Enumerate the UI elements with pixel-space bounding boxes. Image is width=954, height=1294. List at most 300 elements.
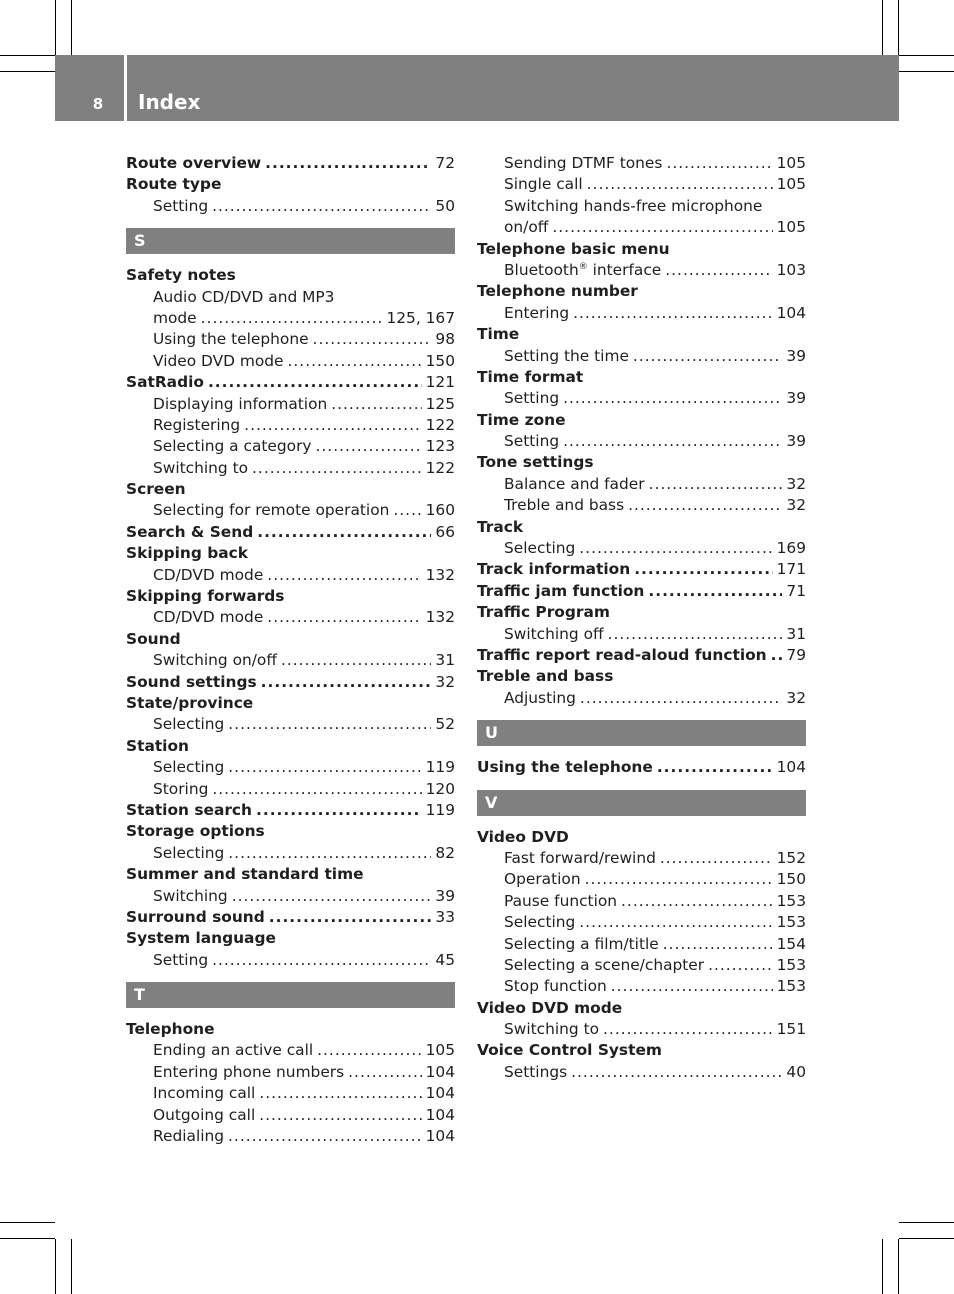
entry-term	[126, 672, 257, 693]
entry-term	[153, 500, 389, 521]
dot-leader	[256, 800, 422, 821]
entry-term-text: Stop function	[504, 977, 607, 996]
entry-term-text: Traffic Program	[477, 603, 610, 622]
entry-term-text: Selecting a scene/chapter	[504, 955, 705, 974]
entry-term-text: Fast forward/rewind	[504, 848, 656, 867]
entry-term	[504, 196, 762, 217]
dot-leader	[649, 474, 782, 495]
entry-term	[504, 934, 659, 955]
dot-leader	[552, 217, 772, 238]
page-reference: 82	[435, 843, 455, 862]
entry-term-text: Setting	[504, 389, 560, 408]
index-entry	[477, 1040, 806, 1061]
entry-term-text: Switching to	[153, 458, 249, 477]
dot-leader	[228, 714, 431, 735]
dot-leader	[267, 565, 421, 586]
index-letter-heading: V	[477, 790, 806, 816]
entry-term-text: Operation	[504, 870, 581, 889]
index-entry	[477, 410, 806, 431]
index-subentry	[477, 1019, 806, 1040]
entry-term-text: Route type	[126, 175, 222, 194]
entry-term	[153, 779, 208, 800]
page-reference: 39	[786, 389, 806, 408]
entry-term	[153, 196, 208, 217]
index-subentry	[126, 650, 455, 671]
entry-term-text: Tone settings	[477, 453, 594, 472]
page-reference: 153	[776, 891, 806, 910]
crop-mark	[0, 55, 55, 56]
entry-term-text: SatRadio	[126, 373, 204, 392]
page-reference: 151	[776, 1020, 806, 1039]
entry-term-text: Switching	[153, 886, 228, 905]
page-reference: 104	[776, 303, 806, 322]
entry-term-text: System language	[126, 929, 276, 948]
entry-term	[504, 848, 656, 869]
entry-term	[153, 650, 277, 671]
dot-leader	[348, 1062, 421, 1083]
entry-term	[126, 479, 186, 500]
index-entry	[477, 645, 806, 666]
entry-term-rest: interface	[587, 260, 662, 279]
dot-leader	[212, 950, 431, 971]
entry-term	[504, 346, 629, 367]
page-reference: 153	[776, 977, 806, 996]
index-entry	[477, 581, 806, 602]
entry-term	[153, 458, 248, 479]
dot-leader	[228, 843, 431, 864]
page-reference: 72	[435, 154, 455, 172]
entry-term	[504, 1019, 599, 1040]
entry-term-text: Traffic jam function	[477, 581, 645, 600]
entry-term-text: Audio CD/DVD and MP3	[153, 287, 335, 306]
dot-leader	[648, 581, 782, 602]
index-subentry	[477, 174, 806, 195]
page-reference: 123	[425, 437, 455, 456]
entry-term	[126, 372, 204, 393]
entry-term-text: Skipping forwards	[126, 587, 285, 606]
dot-leader	[331, 394, 421, 415]
entry-term-text: Single call	[504, 175, 583, 194]
dot-leader	[621, 891, 773, 912]
crop-mark	[71, 1239, 72, 1294]
entry-term-text: Search & Send	[126, 522, 254, 541]
page-reference: 125	[425, 394, 455, 413]
page-reference: 105	[776, 154, 806, 172]
crop-mark	[71, 0, 72, 55]
index-subentry	[126, 565, 455, 586]
entry-term-text: Time format	[477, 367, 584, 386]
index-subentry	[477, 474, 806, 495]
entry-term	[477, 517, 523, 538]
index-subentry	[477, 495, 806, 516]
index-entry	[477, 452, 806, 473]
entry-term-text: Selecting	[153, 715, 225, 734]
entry-term	[504, 538, 575, 559]
entry-term-text: Using the telephone	[153, 330, 309, 349]
index-subentry	[126, 329, 455, 350]
entry-term-text: Storing	[153, 779, 209, 798]
index-entry	[126, 629, 455, 650]
entry-term	[504, 174, 583, 195]
entry-term-text: Redialing	[153, 1127, 225, 1146]
entry-term	[153, 565, 263, 586]
entry-term-text: Traffic report read-aloud function	[477, 645, 767, 664]
crop-mark	[0, 1222, 55, 1223]
entry-term-text: Selecting	[153, 758, 225, 777]
dot-leader	[257, 522, 431, 543]
index-entry	[126, 543, 455, 564]
index-subentry	[477, 848, 806, 869]
entry-term-text: Storage options	[126, 822, 265, 841]
entry-term	[153, 329, 309, 350]
entry-term-text: Setting	[504, 432, 560, 451]
index-subentry	[126, 1105, 455, 1126]
entry-term-text: Switching on/off	[153, 651, 277, 670]
entry-term	[153, 950, 208, 971]
page-reference: 31	[435, 651, 455, 670]
crop-mark	[899, 55, 954, 56]
index-entry	[477, 281, 806, 302]
crop-mark	[882, 0, 883, 55]
index-entry	[126, 265, 455, 286]
page-reference: 32	[786, 474, 806, 493]
entry-term-text: mode	[153, 308, 197, 327]
index-subentry	[477, 260, 806, 281]
index-entry	[126, 693, 455, 714]
index-subentry	[477, 538, 806, 559]
index-subentry	[477, 196, 806, 217]
dot-leader	[666, 153, 772, 174]
entry-term	[153, 843, 224, 864]
entry-term-text: Surround sound	[126, 907, 265, 926]
index-subentry	[126, 308, 455, 329]
page-reference: 132	[425, 565, 455, 584]
index-subentry	[126, 843, 455, 864]
index-entry	[477, 517, 806, 538]
dot-leader	[393, 500, 421, 521]
entry-term-text: Station	[126, 736, 189, 755]
index-subentry	[126, 287, 455, 308]
dot-leader	[580, 688, 782, 709]
crop-mark	[899, 1222, 954, 1223]
entry-term	[126, 629, 181, 650]
page-reference: 105	[425, 1041, 455, 1060]
entry-term	[153, 308, 197, 329]
entry-term	[126, 543, 248, 564]
page-reference: 103	[776, 260, 806, 279]
entry-term	[477, 1040, 662, 1061]
crop-mark	[898, 0, 899, 55]
page-reference: 32	[786, 688, 806, 707]
registered-mark: ®	[578, 261, 588, 272]
entry-term	[153, 1126, 224, 1147]
index-subentry	[126, 1083, 455, 1104]
dot-leader	[579, 912, 772, 933]
entry-term	[153, 1083, 255, 1104]
index-letter-heading: U	[477, 720, 806, 746]
dot-leader	[563, 431, 782, 452]
entry-term	[477, 367, 583, 388]
index-subentry	[126, 950, 455, 971]
page-reference: 45	[435, 950, 455, 969]
page-reference: 105	[776, 218, 806, 237]
entry-term-text: Using the telephone	[477, 758, 653, 777]
crop-mark	[898, 1239, 899, 1294]
entry-term-text: Summer and standard time	[126, 865, 364, 884]
entry-term-text: Setting	[153, 950, 209, 969]
page-reference: 39	[435, 886, 455, 905]
entry-term	[477, 239, 670, 260]
dot-leader	[579, 538, 772, 559]
entry-term	[153, 394, 327, 415]
entry-term-text: Ending an active call	[153, 1041, 314, 1060]
dot-leader	[628, 495, 782, 516]
index-subentry	[477, 217, 806, 238]
entry-term-text: Selecting	[504, 539, 576, 558]
index-entry	[477, 602, 806, 623]
dot-leader	[587, 174, 773, 195]
entry-term-text: Pause function	[504, 891, 618, 910]
entry-term	[153, 351, 284, 372]
entry-term	[477, 581, 644, 602]
index-subentry	[126, 779, 455, 800]
index-entry	[477, 367, 806, 388]
entry-term-text: Telephone	[126, 1020, 215, 1039]
entry-term	[126, 821, 265, 842]
entry-term	[477, 666, 613, 687]
index-subentry	[126, 714, 455, 735]
index-subentry	[126, 196, 455, 217]
dot-leader	[660, 848, 773, 869]
page-reference: 153	[776, 955, 806, 974]
dot-leader	[201, 308, 383, 329]
entry-term-text: State/province	[126, 693, 254, 712]
page-reference: 40	[786, 1062, 806, 1081]
entry-term	[504, 474, 645, 495]
page-reference: 125, 167	[386, 308, 455, 327]
dot-leader	[708, 955, 773, 976]
index-entry	[126, 372, 455, 393]
index-entry	[126, 907, 455, 928]
entry-term	[477, 827, 569, 848]
dot-leader	[212, 196, 431, 217]
crop-mark	[899, 71, 954, 72]
entry-term	[504, 153, 662, 174]
entry-term-text: Telephone basic menu	[477, 239, 670, 258]
index-entry	[477, 757, 806, 778]
entry-term	[504, 217, 548, 238]
index-column-left	[126, 153, 455, 1147]
index-entry	[126, 522, 455, 543]
entry-term-text: Time zone	[477, 410, 566, 429]
page-reference: 32	[435, 672, 455, 691]
index-subentry	[477, 624, 806, 645]
entry-term	[477, 645, 767, 666]
entry-term-text: Selecting	[504, 913, 576, 932]
index-entry	[126, 800, 455, 821]
crop-mark	[0, 1238, 55, 1239]
index-subentry	[126, 607, 455, 628]
index-subentry	[126, 458, 455, 479]
index-subentry	[477, 955, 806, 976]
index-entry	[126, 174, 455, 195]
page-reference: 119	[425, 800, 455, 819]
dot-leader	[212, 779, 421, 800]
entry-term	[477, 324, 519, 345]
entry-term-text: Sound settings	[126, 672, 257, 691]
entry-term-text: Treble and bass	[504, 496, 625, 515]
entry-term	[153, 1062, 344, 1083]
page-reference: 104	[425, 1127, 455, 1146]
entry-term-text: on/off	[504, 218, 549, 237]
index-subentry	[477, 388, 806, 409]
index-subentry	[126, 1126, 455, 1147]
page-reference: 98	[435, 330, 455, 349]
index-subentry	[477, 869, 806, 890]
entry-term	[477, 998, 622, 1019]
page-reference: 39	[786, 346, 806, 365]
entry-term-text: Sending DTMF tones	[504, 154, 663, 172]
dot-leader	[571, 1062, 782, 1083]
entry-term-text: Route overview	[126, 154, 262, 172]
page-reference: 132	[425, 608, 455, 627]
index-subentry	[126, 1040, 455, 1061]
entry-term	[477, 410, 566, 431]
entry-term-text: Time	[477, 325, 520, 344]
dot-leader	[261, 672, 431, 693]
entry-term-text: Bluetooth	[504, 260, 579, 279]
entry-term-text: Video DVD mode	[153, 351, 284, 370]
entry-term-text: Sound	[126, 629, 181, 648]
entry-term	[504, 260, 661, 281]
page-reference: 52	[435, 715, 455, 734]
entry-term	[153, 1105, 255, 1126]
dot-leader	[573, 303, 772, 324]
page-reference: 169	[776, 539, 806, 558]
page-reference: 122	[425, 415, 455, 434]
page-reference: 119	[425, 758, 455, 777]
index-entry	[126, 864, 455, 885]
entry-term-text: Settings	[504, 1062, 568, 1081]
entry-term-text: Video DVD mode	[477, 998, 623, 1017]
page-reference: 31	[786, 624, 806, 643]
entry-term-text: Selecting for remote operation	[153, 501, 390, 520]
entry-term	[477, 602, 610, 623]
page-reference: 104	[425, 1062, 455, 1081]
entry-term-text: Setting the time	[504, 346, 629, 365]
page-reference: 153	[776, 913, 806, 932]
entry-term-text: Track	[477, 517, 524, 536]
index-subentry	[126, 394, 455, 415]
dot-leader	[603, 1019, 773, 1040]
entry-term	[126, 736, 189, 757]
index-entry	[126, 736, 455, 757]
dot-leader	[281, 650, 431, 671]
index-subentry	[477, 891, 806, 912]
entry-term-text: Telephone number	[477, 282, 638, 301]
index-subentry	[126, 886, 455, 907]
page-reference: 66	[435, 522, 455, 541]
page-reference: 120	[425, 779, 455, 798]
entry-term	[504, 976, 607, 997]
dot-leader	[563, 388, 782, 409]
index-letter-heading: T	[126, 982, 455, 1008]
entry-term-text: Entering phone numbers	[153, 1062, 345, 1081]
entry-term-text: Video DVD	[477, 827, 569, 846]
entry-term	[126, 693, 253, 714]
entry-term	[153, 714, 224, 735]
dot-leader	[288, 351, 422, 372]
entry-term	[126, 1019, 215, 1040]
index-entry	[477, 998, 806, 1019]
dot-leader	[265, 153, 431, 174]
index-entry	[477, 666, 806, 687]
dot-leader	[665, 260, 772, 281]
dot-leader	[771, 645, 782, 666]
entry-term-text: CD/DVD mode	[153, 608, 264, 627]
entry-term	[477, 452, 594, 473]
entry-term	[504, 891, 617, 912]
index-column-right	[477, 153, 806, 1083]
index-subentry	[126, 351, 455, 372]
entry-term-text: Track information	[477, 560, 631, 579]
crop-mark	[55, 1239, 56, 1294]
entry-term	[504, 495, 624, 516]
entry-term-text: CD/DVD mode	[153, 565, 264, 584]
index-entry	[126, 821, 455, 842]
index-entry	[477, 559, 806, 580]
index-subentry	[477, 688, 806, 709]
index-subentry	[477, 431, 806, 452]
entry-term	[504, 688, 576, 709]
entry-term	[504, 955, 704, 976]
entry-term	[153, 607, 263, 628]
index-subentry	[126, 436, 455, 457]
page-reference: 104	[425, 1105, 455, 1124]
index-entry	[126, 672, 455, 693]
page-title: Index	[138, 90, 201, 114]
index-subentry	[126, 500, 455, 521]
page-reference: 71	[786, 581, 806, 600]
dot-leader	[269, 907, 431, 928]
index-subentry	[126, 757, 455, 778]
entry-term-text: Adjusting	[504, 688, 576, 707]
entry-term-text: Selecting	[153, 843, 225, 862]
dot-leader	[313, 329, 431, 350]
index-entry	[126, 1019, 455, 1040]
entry-term	[153, 436, 312, 457]
dot-leader	[611, 976, 773, 997]
page-reference: 152	[776, 848, 806, 867]
entry-term-text: Registering	[153, 415, 241, 434]
index-subentry	[477, 1062, 806, 1083]
page-reference: 50	[435, 196, 455, 215]
entry-term	[504, 303, 569, 324]
index-entry	[126, 928, 455, 949]
page-reference: 150	[425, 351, 455, 370]
dot-leader	[259, 1083, 421, 1104]
entry-term	[504, 388, 559, 409]
dot-leader	[663, 934, 773, 955]
page-reference: 39	[786, 432, 806, 451]
page-reference: 104	[425, 1084, 455, 1103]
crop-mark	[882, 1239, 883, 1294]
index-subentry	[477, 346, 806, 367]
dot-leader	[228, 757, 421, 778]
entry-term-text: Balance and fader	[504, 474, 645, 493]
entry-term-text: Station search	[126, 800, 253, 819]
index-subentry	[477, 934, 806, 955]
